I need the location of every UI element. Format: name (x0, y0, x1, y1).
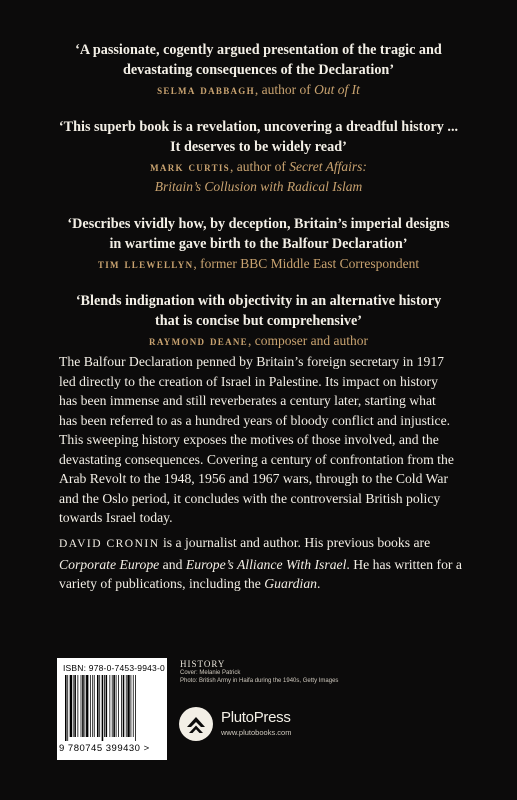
publisher-name: PlutoPress (221, 709, 291, 726)
bio-text: . He has written for a variety of publications, including the (59, 556, 462, 591)
quote-attribution (40, 80, 477, 100)
bio-text: . (317, 576, 321, 591)
quote-text: ‘This superb book is a revelation, uncovering a dreadful history ... It deserves to be widely read’ (58, 119, 459, 155)
cover-meta (180, 659, 430, 685)
publisher-url: www.plutobooks.com (221, 728, 292, 737)
publisher-logo (178, 705, 328, 745)
quote-work: Secret Affairs: Britain’s Collusion with Radical Islam (154, 159, 367, 194)
endorsement (40, 40, 477, 100)
quote-attribution (40, 331, 477, 351)
quote-role: , composer and author (247, 333, 368, 348)
pluto-logo-icon (178, 706, 214, 742)
bio-text: is a journalist and author. His previous books are (162, 535, 431, 550)
previous-book: Europe’s Alliance With Israel (185, 556, 347, 572)
quote-work: Out of It (314, 82, 360, 97)
book-description: The Balfour Declaration penned by Britain’s foreign secretary in 1917 led directly to the creation of Israel in Palestine. Its impact on history has been immense and still reverberates a century later, starting what has been referred to as a hundred years of bloody conflict and injustice. This sweeping history exposes the motives of those involved, and the devastating consequences. Covering a century of confrontation from the Arab Revolt to the 1948, 1956 and 1967 wars, through to the Cold War and the Oslo period, it concludes with the controversial British policy towards Israel today. (59, 354, 454, 525)
quote-text: ‘Describes vividly how, by deception, Britain’s imperial designs in wartime gave birth to the Balfour Declaration’ (67, 216, 450, 252)
quote-author: raymond deane (149, 333, 248, 348)
quote-author: mark curtis (150, 159, 230, 174)
author-name: DAVID CRONIN (59, 538, 160, 550)
quote-role: , author of (230, 159, 290, 174)
isbn-barcode (57, 658, 167, 760)
quote-author: selma dabbagh (157, 82, 255, 97)
photo-credit: Photo: British Army in Haifa during the 1940s, Getty Images (180, 678, 339, 684)
cover-credit: Cover: Melanie Patrick (180, 670, 241, 676)
quote-role: , author of (254, 82, 315, 97)
quote-attribution (40, 157, 477, 197)
barcode-digits: 9 780745 399430 > (59, 743, 150, 754)
barcode-icon (65, 675, 159, 741)
category-label: HISTORY (180, 659, 226, 669)
quote-text: ‘Blends indignation with objectivity in an alternative history that is concise but comprehensive’ (75, 293, 442, 329)
endorsement (40, 291, 477, 351)
quote-text: ‘A passionate, cogently argued presentation of the tragic and devastating consequences of the Declaration’ (75, 42, 442, 78)
isbn-label: ISBN: 978-0-7453-9943-0 (63, 663, 165, 673)
bio-text: and (159, 556, 186, 572)
endorsement (40, 117, 477, 197)
publication-name: Guardian (264, 576, 318, 591)
quote-role: , former BBC Middle East Correspondent (193, 256, 420, 271)
endorsements (40, 40, 477, 368)
previous-book: Corporate Europe (59, 556, 160, 572)
author-bio (59, 533, 479, 594)
quote-author: tim llewellyn (97, 256, 194, 271)
quote-attribution (40, 254, 477, 274)
endorsement (40, 214, 477, 274)
